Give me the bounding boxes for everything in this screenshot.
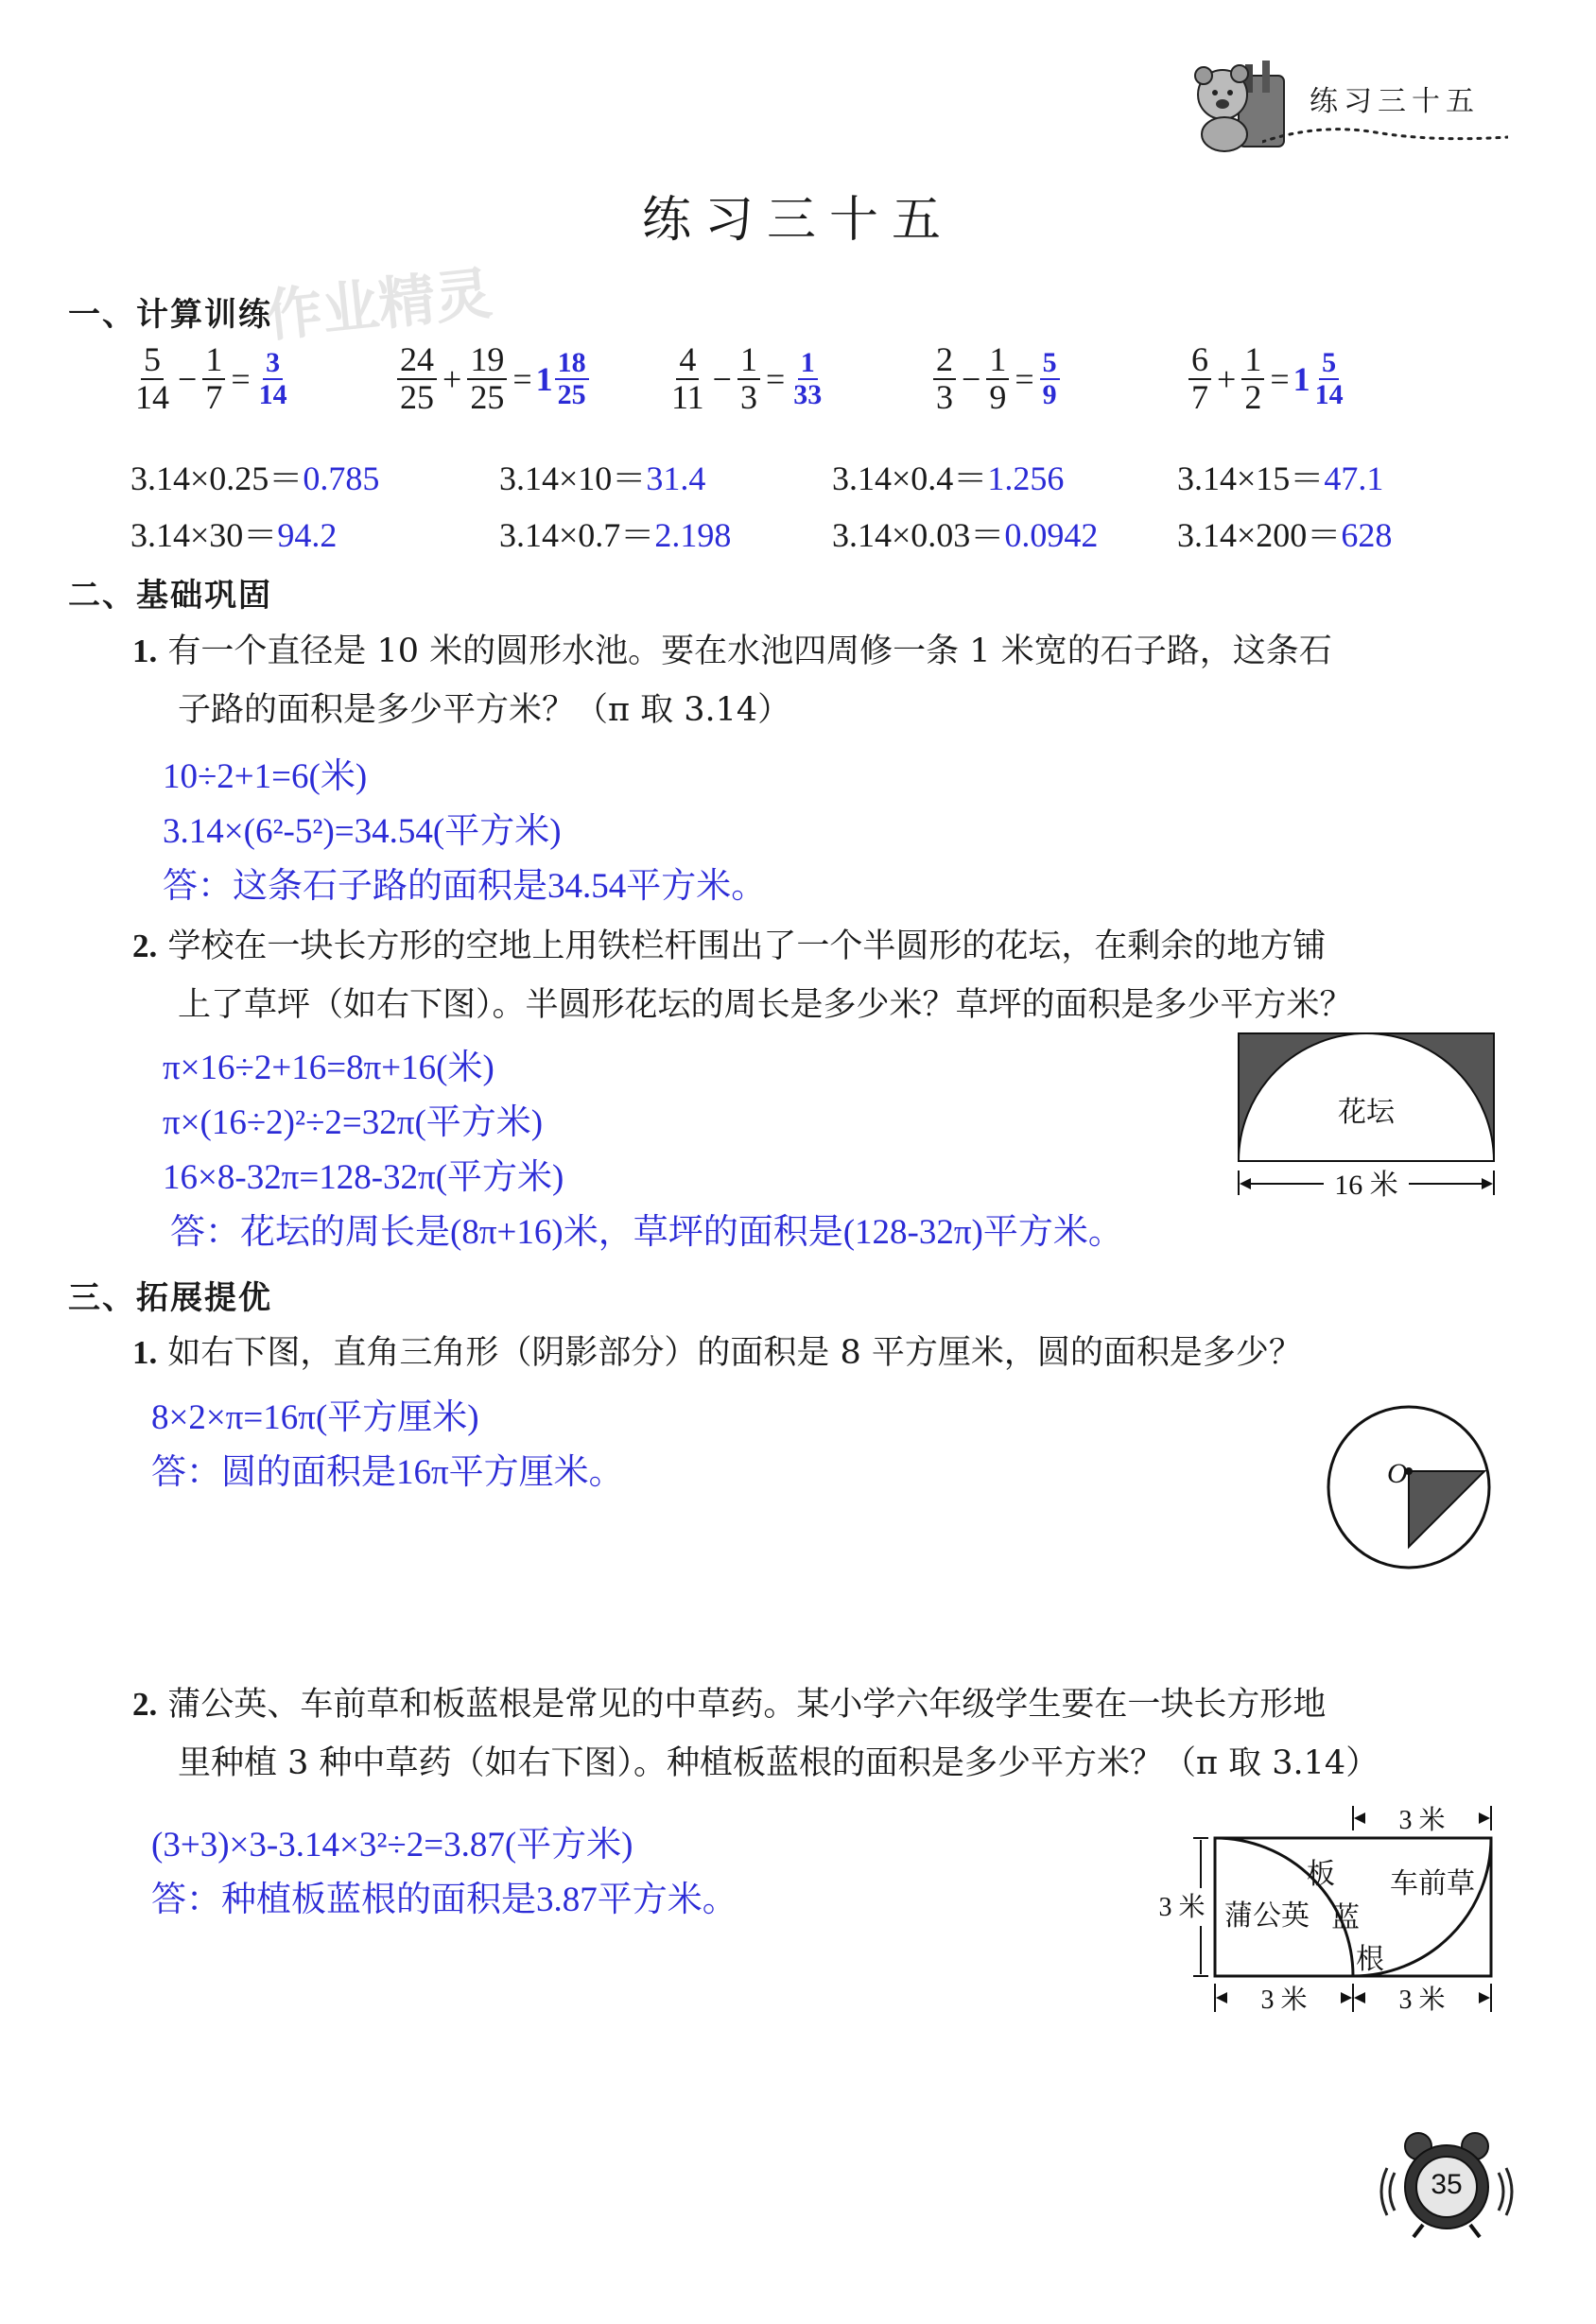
header-tag: 练习三十五 (1310, 85, 1480, 118)
dim-bottom-right: 3 米 (1398, 1986, 1446, 2015)
denominator: 3 (739, 377, 757, 416)
numerator: 1 (202, 342, 225, 380)
arrow (1341, 1992, 1352, 2003)
arrow (1216, 1992, 1227, 2003)
question-text-line: 里种植 3 种中草药（如右下图）。种植板蓝根的面积是多少平方米？（π 取 3.14） (178, 1744, 1379, 1782)
arrow (1479, 1992, 1490, 2003)
section-heading-3: 三、拓展提优 (68, 1279, 272, 1317)
answer-numerator: 18 (555, 348, 589, 380)
equals: = (231, 359, 251, 398)
fraction-problem (130, 342, 292, 416)
dim-top: 3 米 (1398, 1806, 1446, 1835)
calc-answer: 31.4 (646, 460, 706, 497)
numerator: 1 (986, 342, 1009, 380)
question-text-line: 如右下图，直角三角形（阴影部分）的面积是 8 平方厘米，圆的面积是多少？ (167, 1334, 1302, 1372)
answer-numerator: 3 (263, 348, 283, 380)
answer-denominator: 14 (1314, 378, 1344, 410)
calc-item (1177, 452, 1383, 500)
question-text-line: 学校在一块长方形的空地上用铁栏杆围出了一个半圆形的花坛，在剩余的地方铺 (167, 928, 1327, 965)
answer-line: 8×2×π=16π(平方厘米) (151, 1398, 479, 1437)
answer-denominator: 14 (258, 378, 287, 410)
numerator: 5 (141, 342, 164, 380)
calc-lhs: 3.14×15＝ (1177, 460, 1325, 497)
numerator: 1 (1241, 342, 1264, 380)
calc-item (130, 452, 379, 500)
question-text-line: 有一个直径是 10 米的圆形水池。要在水池四周修一条 1 米宽的石子路，这条石 (167, 633, 1332, 670)
calc-answer: 2.198 (654, 516, 732, 554)
answer-line: 10÷2+1=6(米) (163, 757, 368, 796)
circle-triangle-figure (1319, 1397, 1499, 1577)
answer-denominator: 33 (793, 378, 823, 410)
question-number: 1. (132, 633, 158, 669)
denominator: 25 (470, 377, 505, 416)
numerator: 6 (1188, 342, 1211, 380)
question-3-2 (132, 1675, 1494, 1793)
dim-bottom-left: 3 米 (1260, 1986, 1308, 2015)
arrow-left (1240, 1178, 1251, 1189)
equals: = (1270, 359, 1290, 398)
label-isatis-1: 板 (1307, 1858, 1335, 1891)
answer-line: (3+3)×3-3.14×3²÷2=3.87(平方米) (151, 1826, 633, 1864)
calc-lhs: 3.14×200＝ (1177, 516, 1342, 554)
header-dotted-line (1262, 118, 1508, 147)
calc-lhs: 3.14×0.03＝ (832, 516, 1005, 554)
question-number: 2. (132, 1686, 158, 1723)
answer-statement: 答：种植板蓝根的面积是3.87平方米。 (151, 1881, 737, 1919)
answer-numerator: 5 (1040, 348, 1060, 380)
calc-answer: 0.0942 (1004, 516, 1099, 554)
calc-item (499, 452, 705, 500)
operator: + (442, 359, 462, 398)
answer-line: π×16÷2+16=8π+16(米) (163, 1049, 494, 1087)
calc-item (130, 509, 337, 557)
answer-statement: 答：这条石子路的面积是34.54平方米。 (163, 867, 767, 906)
operator: + (1217, 359, 1237, 398)
answer-numerator: 1 (798, 348, 818, 380)
question-2-2 (132, 917, 1494, 1034)
page-number: 35 (1431, 2169, 1463, 2200)
denominator: 7 (205, 377, 223, 416)
fraction-problem (931, 342, 1062, 416)
calc-lhs: 3.14×0.7＝ (499, 516, 655, 554)
denominator: 2 (1244, 377, 1262, 416)
dim-left: 3 米 (1158, 1893, 1206, 1922)
section-heading-2: 二、基础巩固 (68, 577, 272, 615)
answer-line: π×(16÷2)²÷2=32π(平方米) (163, 1103, 544, 1142)
label-isatis-3: 根 (1356, 1943, 1384, 1976)
equals: = (1015, 359, 1034, 398)
semicircle-flowerbed-figure (1234, 1029, 1499, 1199)
calc-answer: 628 (1341, 516, 1393, 554)
calc-answer: 0.785 (303, 460, 380, 497)
flowerbed-label: 花坛 (1338, 1096, 1395, 1129)
numerator: 2 (933, 342, 956, 380)
question-text-line: 上了草坪（如右下图）。半圆形花坛的周长是多少米？草坪的面积是多少平方米？ (178, 986, 1353, 1024)
question-2-1 (132, 622, 1494, 739)
calc-lhs: 3.14×0.4＝ (832, 460, 988, 497)
arrow (1354, 1992, 1365, 2003)
arrow (1479, 1812, 1490, 1824)
page-title: 练习三十五 (641, 192, 954, 249)
denominator: 9 (989, 377, 1007, 416)
denominator: 7 (1191, 377, 1208, 416)
watermark: 作业精灵 (262, 260, 495, 351)
equals: = (765, 359, 786, 398)
answer-denominator: 25 (557, 378, 586, 410)
fraction-problem (395, 342, 591, 416)
calc-item (1177, 509, 1392, 557)
answer-line: 3.14×(6²-5²)=34.54(平方米) (163, 812, 562, 851)
section-heading-1: 一、计算训练 (68, 296, 272, 334)
calc-lhs: 3.14×10＝ (499, 460, 647, 497)
operator: − (712, 359, 732, 398)
question-number: 1. (132, 1334, 158, 1371)
numerator: 24 (397, 342, 437, 380)
question-text-line: 蒲公英、车前草和板蓝根是常见的中草药。某小学六年级学生要在一块长方形地 (167, 1686, 1327, 1724)
label-isatis-2: 蓝 (1331, 1901, 1360, 1934)
calc-answer: 1.256 (987, 460, 1065, 497)
dimension-label: 16 米 (1334, 1170, 1398, 1199)
numerator: 4 (676, 342, 699, 380)
denominator: 11 (671, 377, 704, 416)
answer-statement: 答：花坛的周长是(8π+16)米，草坪的面积是(128-32π)平方米。 (170, 1213, 1123, 1252)
calc-item (832, 452, 1064, 500)
calc-item (499, 509, 731, 557)
equals: = (512, 359, 532, 398)
calc-answer: 47.1 (1324, 460, 1384, 497)
numerator: 19 (467, 342, 507, 380)
denominator: 14 (135, 377, 169, 416)
calc-answer: 94.2 (277, 516, 338, 554)
fraction-problem (667, 342, 826, 416)
herb-garden-figure (1144, 1798, 1503, 2018)
arrow-right (1482, 1178, 1493, 1189)
denominator: 3 (936, 377, 953, 416)
answer-denominator: 9 (1042, 378, 1057, 410)
calc-lhs: 3.14×0.25＝ (130, 460, 304, 497)
answer-whole: 1 (1292, 359, 1310, 398)
calc-item (832, 509, 1098, 557)
calc-lhs: 3.14×30＝ (130, 516, 278, 554)
operator: − (962, 359, 981, 398)
operator: − (178, 359, 198, 398)
fraction-problem (1187, 342, 1348, 416)
label-dandelion: 蒲公英 (1224, 1899, 1310, 1933)
answer-statement: 答：圆的面积是16π平方厘米。 (151, 1453, 624, 1492)
center-label: O (1387, 1458, 1408, 1489)
answer-line: 16×8-32π=128-32π(平方米) (163, 1158, 564, 1197)
question-text-line: 子路的面积是多少平方米？（π 取 3.14） (178, 691, 791, 729)
label-plantain: 车前草 (1390, 1867, 1475, 1900)
answer-numerator: 5 (1319, 348, 1339, 380)
arrow (1354, 1812, 1365, 1824)
question-number: 2. (132, 928, 158, 964)
denominator: 25 (400, 377, 434, 416)
numerator: 1 (737, 342, 760, 380)
question-3-1 (132, 1324, 1494, 1382)
answer-whole: 1 (535, 359, 553, 398)
